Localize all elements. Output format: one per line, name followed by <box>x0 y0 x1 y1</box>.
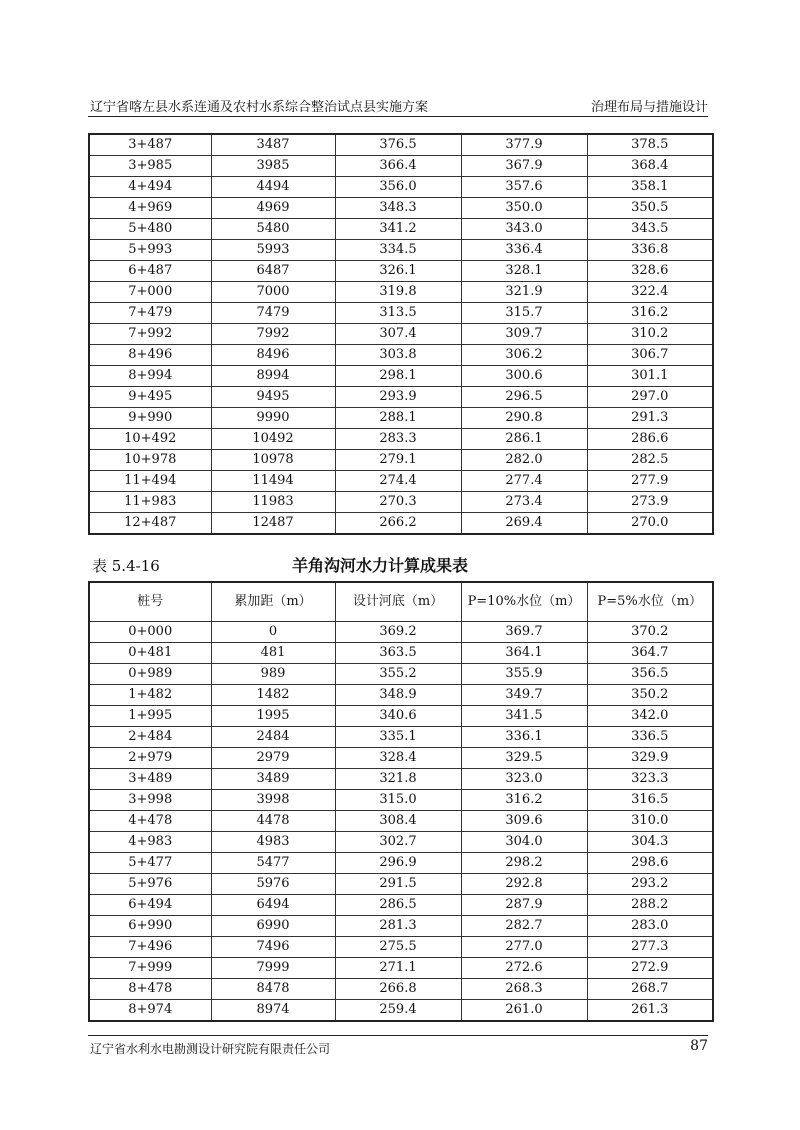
table-cell: 4+969 <box>89 198 211 219</box>
table-cell: 297.0 <box>587 387 713 408</box>
table-cell: 4+983 <box>89 832 211 853</box>
table-row <box>89 240 713 261</box>
table-cell: 298.6 <box>587 853 713 874</box>
table-caption <box>92 554 712 578</box>
table-cell: 266.2 <box>335 513 461 535</box>
table-cell: 268.7 <box>587 979 713 1000</box>
table-cell: 6+487 <box>89 261 211 282</box>
table-cell: 309.6 <box>461 811 587 832</box>
table-cell: 328.1 <box>461 261 587 282</box>
table-cell: 316.5 <box>587 790 713 811</box>
table-cell: 304.3 <box>587 832 713 853</box>
table-cell: 298.1 <box>335 366 461 387</box>
table-cell: 342.0 <box>587 706 713 727</box>
table-cell: 310.2 <box>587 324 713 345</box>
table-cell: 340.6 <box>335 706 461 727</box>
table-row <box>89 450 713 471</box>
table-cell: 4494 <box>211 177 335 198</box>
table-cell: 273.4 <box>461 492 587 513</box>
table-cell: 272.6 <box>461 958 587 979</box>
table-cell: 355.2 <box>335 664 461 685</box>
table-cell: 286.5 <box>335 895 461 916</box>
table-cell: 266.8 <box>335 979 461 1000</box>
table-cell: 298.2 <box>461 853 587 874</box>
table-cell: 308.4 <box>335 811 461 832</box>
table-cell: 7+999 <box>89 958 211 979</box>
table-row <box>89 219 713 240</box>
table-row <box>89 958 713 979</box>
table-cell: 277.0 <box>461 937 587 958</box>
table-cell: 376.5 <box>335 134 461 156</box>
table-row <box>89 790 713 811</box>
table-cell: 286.1 <box>461 429 587 450</box>
table-cell: 336.5 <box>587 727 713 748</box>
table-cell: 10978 <box>211 450 335 471</box>
table-cell: 329.5 <box>461 748 587 769</box>
table-cell: 270.0 <box>587 513 713 535</box>
table-cell: 5976 <box>211 874 335 895</box>
table-cell: 302.7 <box>335 832 461 853</box>
table-cell: 5993 <box>211 240 335 261</box>
table-cell: 5+976 <box>89 874 211 895</box>
table-row <box>89 622 713 643</box>
table-cell: 5+993 <box>89 240 211 261</box>
table-row <box>89 643 713 664</box>
table-cell: 1995 <box>211 706 335 727</box>
table-cell: 0 <box>211 622 335 643</box>
table-cell: 369.2 <box>335 622 461 643</box>
table-cell: 335.1 <box>335 727 461 748</box>
table-cell: 3+998 <box>89 790 211 811</box>
table-cell: 323.3 <box>587 769 713 790</box>
table-cell: 2+979 <box>89 748 211 769</box>
table-row <box>89 895 713 916</box>
table-cell: 10+492 <box>89 429 211 450</box>
table-cell: 277.9 <box>587 471 713 492</box>
table-cell: 1+995 <box>89 706 211 727</box>
table-cell: 5+477 <box>89 853 211 874</box>
table-cell: 357.6 <box>461 177 587 198</box>
table-cell: 7+496 <box>89 937 211 958</box>
table-row <box>89 471 713 492</box>
table-cell: 349.7 <box>461 685 587 706</box>
footer-organization: 辽宁省水利水电勘测设计研究院有限责任公司 <box>90 1042 331 1056</box>
table-row <box>89 832 713 853</box>
table-row <box>89 429 713 450</box>
table-cell: 5+480 <box>89 219 211 240</box>
table-row <box>89 303 713 324</box>
table-cell: 9+495 <box>89 387 211 408</box>
table-row <box>89 492 713 513</box>
table-cell: 350.2 <box>587 685 713 706</box>
table-cell: 293.2 <box>587 874 713 895</box>
table-cell: 1482 <box>211 685 335 706</box>
table-cell: 0+481 <box>89 643 211 664</box>
table-row <box>89 387 713 408</box>
table-cell: 309.7 <box>461 324 587 345</box>
table-cell: 4+494 <box>89 177 211 198</box>
table-cell: 283.0 <box>587 916 713 937</box>
table-cell: 321.9 <box>461 282 587 303</box>
table-cell: 323.0 <box>461 769 587 790</box>
table-cell: 350.5 <box>587 198 713 219</box>
table-cell: 282.0 <box>461 450 587 471</box>
table-cell: 329.9 <box>587 748 713 769</box>
table-cell: 4983 <box>211 832 335 853</box>
table-row <box>89 853 713 874</box>
table-cell: 287.9 <box>461 895 587 916</box>
table-cell: 336.8 <box>587 240 713 261</box>
table-cell: 277.3 <box>587 937 713 958</box>
table-cell: 310.0 <box>587 811 713 832</box>
table-title: 羊角沟河水力计算成果表 <box>292 556 469 575</box>
table-row <box>89 727 713 748</box>
table-row <box>89 874 713 895</box>
table-cell: 358.1 <box>587 177 713 198</box>
table-cell: 279.1 <box>335 450 461 471</box>
table-cell: 369.7 <box>461 622 587 643</box>
table-cell: 316.2 <box>587 303 713 324</box>
table-cell: 7+000 <box>89 282 211 303</box>
table-row <box>89 261 713 282</box>
table-cell: 364.7 <box>587 643 713 664</box>
table-cell: 4+478 <box>89 811 211 832</box>
table-cell: 3+487 <box>89 134 211 156</box>
table-cell: 5480 <box>211 219 335 240</box>
table-cell: 8+994 <box>89 366 211 387</box>
table-cell: 12487 <box>211 513 335 535</box>
table-cell: 481 <box>211 643 335 664</box>
table-cell: 341.2 <box>335 219 461 240</box>
column-header-design-bed: 设计河底（m） <box>335 582 461 622</box>
table-row <box>89 979 713 1000</box>
table-row <box>89 156 713 177</box>
footer-divider <box>88 1035 708 1036</box>
table-cell: 367.9 <box>461 156 587 177</box>
table-cell: 8496 <box>211 345 335 366</box>
table-row <box>89 664 713 685</box>
table-cell: 268.3 <box>461 979 587 1000</box>
table-cell: 378.5 <box>587 134 713 156</box>
table-cell: 296.9 <box>335 853 461 874</box>
table-row <box>89 685 713 706</box>
table-cell: 283.3 <box>335 429 461 450</box>
table-cell: 366.4 <box>335 156 461 177</box>
table-cell: 259.4 <box>335 1000 461 1022</box>
table-cell: 306.2 <box>461 345 587 366</box>
column-header-p10-level: P=10%水位（m） <box>461 582 587 622</box>
table-cell: 10+978 <box>89 450 211 471</box>
table-cell: 350.0 <box>461 198 587 219</box>
table-cell: 3489 <box>211 769 335 790</box>
table-cell: 12+487 <box>89 513 211 535</box>
table-cell: 300.6 <box>461 366 587 387</box>
table-cell: 7+479 <box>89 303 211 324</box>
table-cell: 2979 <box>211 748 335 769</box>
page-header-left: 辽宁省喀左县水系连通及农村水系综合整治试点县实施方案 <box>90 100 429 115</box>
table-cell: 9990 <box>211 408 335 429</box>
table-cell: 11983 <box>211 492 335 513</box>
table-cell: 334.5 <box>335 240 461 261</box>
table-row <box>89 345 713 366</box>
table-cell: 288.1 <box>335 408 461 429</box>
table-cell: 291.5 <box>335 874 461 895</box>
table-cell: 271.1 <box>335 958 461 979</box>
table-row <box>89 408 713 429</box>
table-cell: 303.8 <box>335 345 461 366</box>
table-row <box>89 811 713 832</box>
table-cell: 8+974 <box>89 1000 211 1022</box>
table-cell: 315.7 <box>461 303 587 324</box>
table-cell: 321.8 <box>335 769 461 790</box>
table-cell: 4478 <box>211 811 335 832</box>
table-cell: 261.3 <box>587 1000 713 1022</box>
table-cell: 275.5 <box>335 937 461 958</box>
table-cell: 355.9 <box>461 664 587 685</box>
table-cell: 281.3 <box>335 916 461 937</box>
table-cell: 0+989 <box>89 664 211 685</box>
table-cell: 273.9 <box>587 492 713 513</box>
table-row <box>89 324 713 345</box>
table-cell: 290.8 <box>461 408 587 429</box>
header-divider <box>88 116 708 117</box>
table-row <box>89 916 713 937</box>
table-row <box>89 366 713 387</box>
table-cell: 282.5 <box>587 450 713 471</box>
table-row <box>89 282 713 303</box>
column-header-p5-level: P=5%水位（m） <box>587 582 713 622</box>
table-row <box>89 769 713 790</box>
hydraulic-table-continued <box>88 133 714 535</box>
table-cell: 343.5 <box>587 219 713 240</box>
table-row <box>89 198 713 219</box>
table-cell: 336.1 <box>461 727 587 748</box>
table-cell: 304.0 <box>461 832 587 853</box>
table-row <box>89 706 713 727</box>
table-cell: 3487 <box>211 134 335 156</box>
table-cell: 368.4 <box>587 156 713 177</box>
table-cell: 11494 <box>211 471 335 492</box>
table-cell: 7999 <box>211 958 335 979</box>
table-cell: 11+983 <box>89 492 211 513</box>
page-header-right: 治理布局与措施设计 <box>590 100 708 115</box>
table-cell: 7000 <box>211 282 335 303</box>
table-cell: 296.5 <box>461 387 587 408</box>
table-cell: 8974 <box>211 1000 335 1022</box>
table-row <box>89 1000 713 1022</box>
table-row <box>89 748 713 769</box>
page-number: 87 <box>690 1038 708 1054</box>
table-cell: 270.3 <box>335 492 461 513</box>
table-cell: 364.1 <box>461 643 587 664</box>
table-cell: 2484 <box>211 727 335 748</box>
table-cell: 328.4 <box>335 748 461 769</box>
table-cell: 356.0 <box>335 177 461 198</box>
table-cell: 291.3 <box>587 408 713 429</box>
table-cell: 328.6 <box>587 261 713 282</box>
table-number: 表 5.4-16 <box>92 557 160 575</box>
table-cell: 272.9 <box>587 958 713 979</box>
table-cell: 9+990 <box>89 408 211 429</box>
table-cell: 274.4 <box>335 471 461 492</box>
table-cell: 3+489 <box>89 769 211 790</box>
table-cell: 1+482 <box>89 685 211 706</box>
table-cell: 292.8 <box>461 874 587 895</box>
table-cell: 0+000 <box>89 622 211 643</box>
table-row <box>89 177 713 198</box>
table-cell: 261.0 <box>461 1000 587 1022</box>
table-cell: 11+494 <box>89 471 211 492</box>
table-cell: 277.4 <box>461 471 587 492</box>
table-cell: 288.2 <box>587 895 713 916</box>
table-cell: 315.0 <box>335 790 461 811</box>
table-cell: 377.9 <box>461 134 587 156</box>
table-cell: 10492 <box>211 429 335 450</box>
table-cell: 7496 <box>211 937 335 958</box>
table-cell: 313.5 <box>335 303 461 324</box>
column-header-station: 桩号 <box>89 582 211 622</box>
table-cell: 348.9 <box>335 685 461 706</box>
table-cell: 307.4 <box>335 324 461 345</box>
table-cell: 348.3 <box>335 198 461 219</box>
table-header-row <box>89 582 713 622</box>
table-cell: 3998 <box>211 790 335 811</box>
table-cell: 7992 <box>211 324 335 345</box>
table-cell: 989 <box>211 664 335 685</box>
table-cell: 306.7 <box>587 345 713 366</box>
table-cell: 269.4 <box>461 513 587 535</box>
table-cell: 370.2 <box>587 622 713 643</box>
table-cell: 316.2 <box>461 790 587 811</box>
table-cell: 336.4 <box>461 240 587 261</box>
table-cell: 6+494 <box>89 895 211 916</box>
table-cell: 286.6 <box>587 429 713 450</box>
table-cell: 6+990 <box>89 916 211 937</box>
table-cell: 7479 <box>211 303 335 324</box>
table-row <box>89 134 713 156</box>
table-cell: 356.5 <box>587 664 713 685</box>
table-cell: 6487 <box>211 261 335 282</box>
table-cell: 8994 <box>211 366 335 387</box>
table-cell: 341.5 <box>461 706 587 727</box>
table-cell: 8+478 <box>89 979 211 1000</box>
table-cell: 343.0 <box>461 219 587 240</box>
table-row <box>89 513 713 535</box>
table-cell: 301.1 <box>587 366 713 387</box>
table-cell: 8478 <box>211 979 335 1000</box>
table-cell: 319.8 <box>335 282 461 303</box>
table-cell: 7+992 <box>89 324 211 345</box>
table-cell: 293.9 <box>335 387 461 408</box>
yangjiaogou-hydraulic-table <box>88 581 714 1022</box>
table-cell: 2+484 <box>89 727 211 748</box>
table-cell: 326.1 <box>335 261 461 282</box>
table-cell: 9495 <box>211 387 335 408</box>
table-cell: 3985 <box>211 156 335 177</box>
table-cell: 8+496 <box>89 345 211 366</box>
table-cell: 363.5 <box>335 643 461 664</box>
table-cell: 3+985 <box>89 156 211 177</box>
table-cell: 6494 <box>211 895 335 916</box>
table-row <box>89 937 713 958</box>
column-header-cumulative-distance: 累加距（m） <box>211 582 335 622</box>
table-cell: 6990 <box>211 916 335 937</box>
table-cell: 4969 <box>211 198 335 219</box>
table-cell: 322.4 <box>587 282 713 303</box>
table-cell: 282.7 <box>461 916 587 937</box>
table-cell: 5477 <box>211 853 335 874</box>
